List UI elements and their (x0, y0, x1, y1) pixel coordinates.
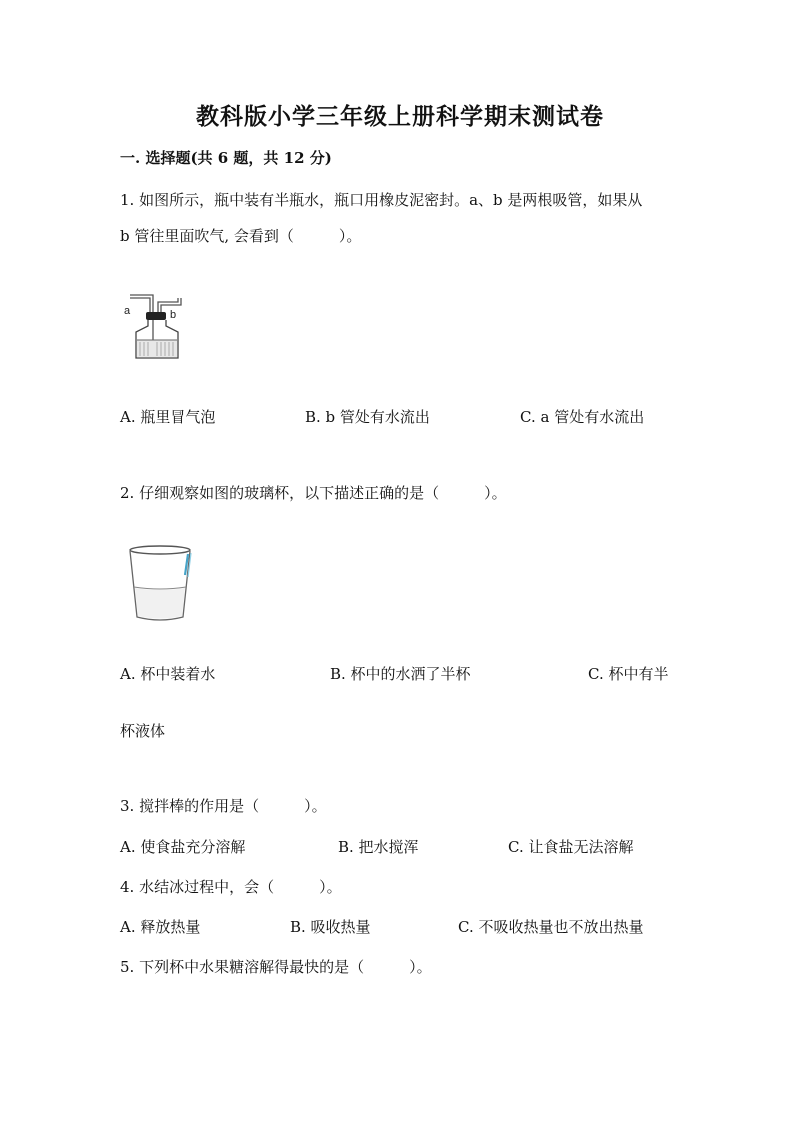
figure-label-a: a (124, 305, 131, 317)
question-2-option-a: A. 杯中装着水 (120, 665, 216, 683)
question-4-option-c: C. 不吸收热量也不放出热量 (458, 918, 644, 936)
bottle-with-straws-figure (122, 290, 192, 362)
bottle-with-straws-illustration (122, 290, 192, 362)
glass-cup-illustration (127, 543, 207, 623)
question-1-option-c: C. a 管处有水流出 (520, 408, 645, 426)
section-heading: 一. 选择题(共 6 题，共 12 分) (120, 149, 332, 167)
question-3-option-c: C. 让食盐无法溶解 (508, 838, 634, 856)
question-3-option-a: A. 使食盐充分溶解 (120, 838, 246, 856)
page-title: 教科版小学三年级上册科学期末测试卷 (196, 103, 604, 130)
question-2-option-c: C. 杯中有半 (588, 665, 669, 683)
question-3-stem: 3. 搅拌棒的作用是（ ）。 (120, 797, 327, 815)
question-4-option-b: B. 吸收热量 (290, 918, 371, 936)
question-2-option-b: B. 杯中的水洒了半杯 (330, 665, 471, 683)
question-1-stem-line-2: b 管往里面吹气, 会看到（ ）。 (120, 227, 362, 245)
figure-label-b: b (170, 309, 177, 321)
question-1-option-a: A. 瓶里冒气泡 (120, 408, 216, 426)
question-4-stem: 4. 水结冰过程中，会（ ）。 (120, 878, 342, 896)
glass-cup-figure (127, 543, 207, 623)
question-2-option-c-continued: 杯液体 (120, 722, 166, 740)
question-1-option-b: B. b 管处有水流出 (305, 408, 430, 426)
question-3-option-b: B. 把水搅浑 (338, 838, 419, 856)
question-2-stem: 2. 仔细观察如图的玻璃杯，以下描述正确的是（ ）。 (120, 484, 507, 502)
question-5-stem: 5. 下列杯中水果糖溶解得最快的是（ ）。 (120, 958, 432, 976)
question-1-stem-line-1: 1. 如图所示，瓶中装有半瓶水，瓶口用橡皮泥密封。a、b 是两根吸管，如果从 (120, 191, 643, 209)
question-4-option-a: A. 释放热量 (120, 918, 201, 936)
